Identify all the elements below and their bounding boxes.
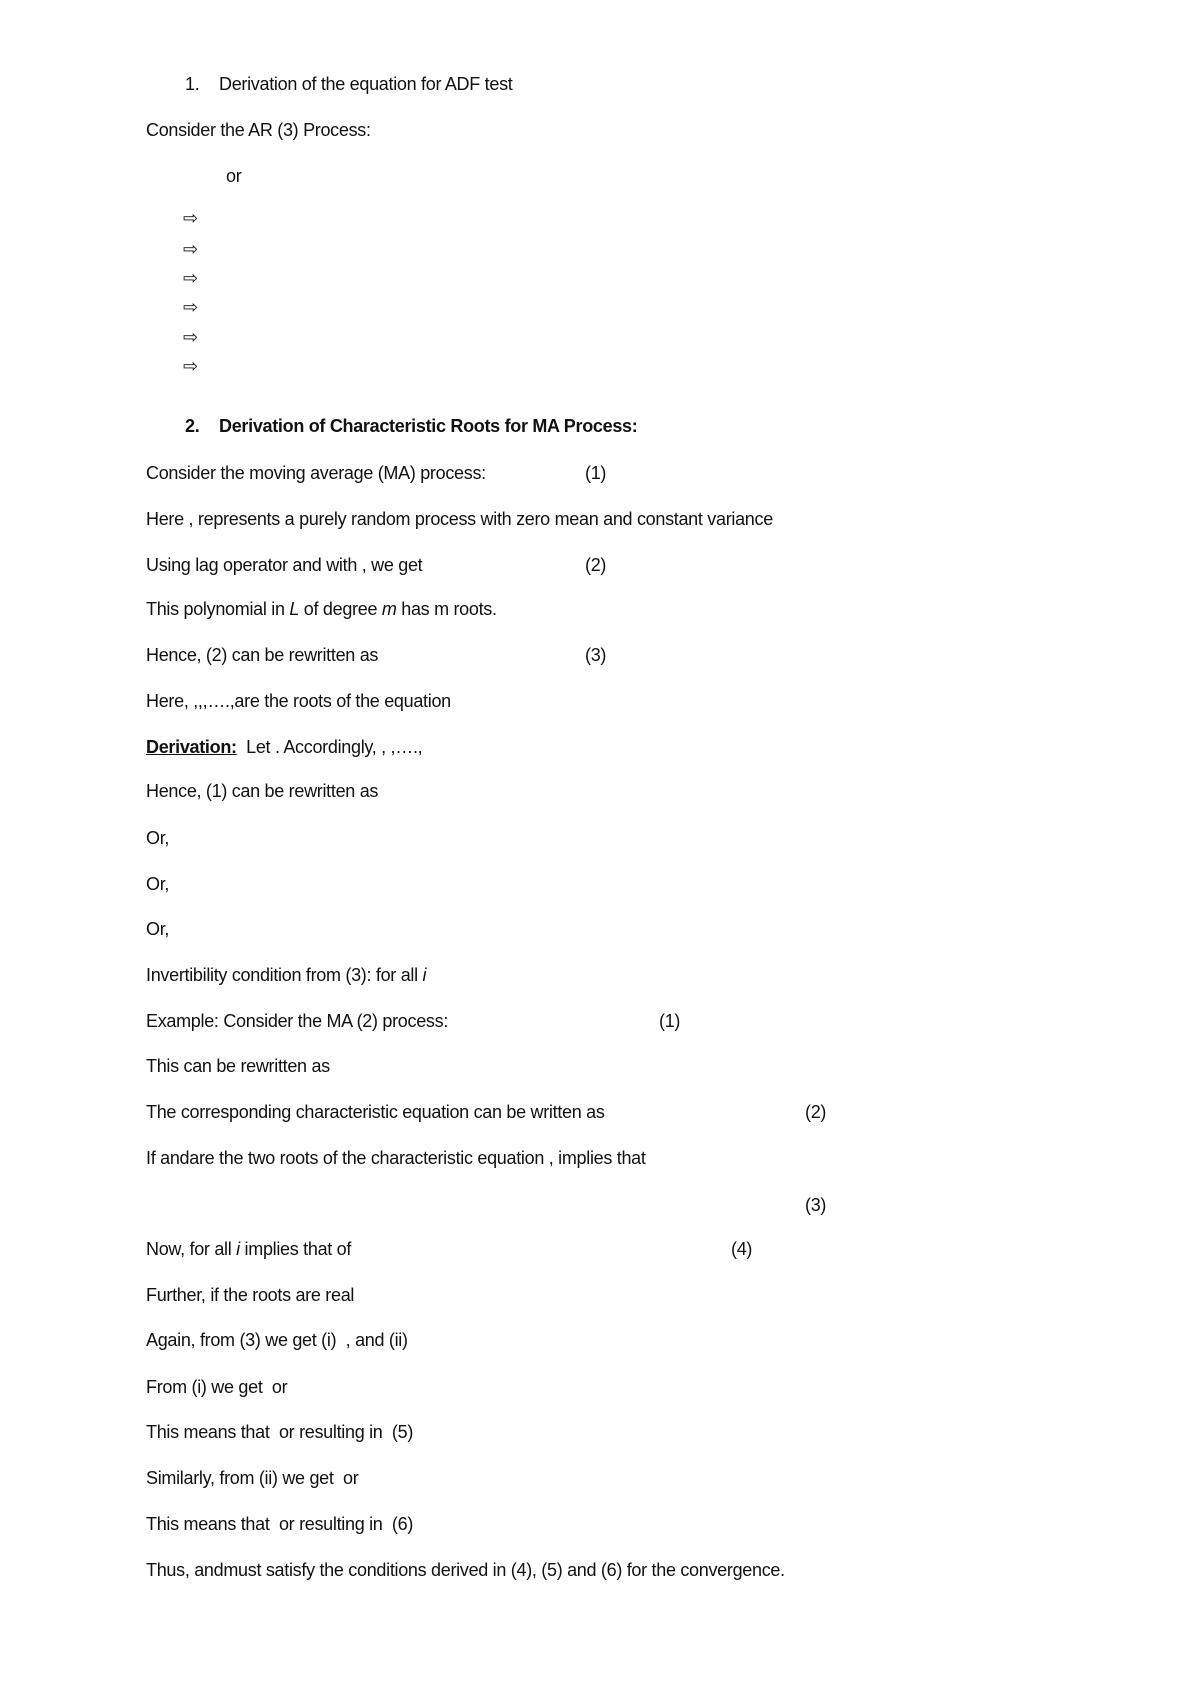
- text: This polynomial in: [146, 599, 290, 619]
- heading-1-number: 1.: [185, 74, 200, 94]
- variable-L: L: [289, 599, 300, 619]
- text-line: This means that or resulting in (5): [146, 1422, 414, 1442]
- equation-number: (3): [585, 645, 607, 665]
- text-line: [146, 963, 426, 987]
- text-line: Or,: [146, 874, 170, 894]
- text-line: Or,: [146, 828, 170, 848]
- text-line: The corresponding characteristic equation can be written as: [146, 1102, 605, 1122]
- text-line: Hence, (2) can be rewritten as: [146, 645, 379, 665]
- text-line: Again, from (3) we get (i) , and (ii): [146, 1330, 408, 1350]
- text-line: This means that or resulting in (6): [146, 1514, 414, 1534]
- implies-arrow-icon: ⇨: [183, 268, 198, 288]
- equation-number: (3): [805, 1195, 827, 1215]
- implies-arrow-icon: ⇨: [183, 208, 198, 228]
- text-line: [146, 1237, 351, 1261]
- text: of degree: [299, 599, 382, 619]
- text-line: Hence, (1) can be rewritten as: [146, 781, 379, 801]
- text-line: Example: Consider the MA (2) process:: [146, 1011, 449, 1031]
- implies-arrow-icon: ⇨: [183, 356, 198, 376]
- text: implies that of: [239, 1239, 352, 1259]
- heading-2-title: Derivation of Characteristic Roots for MA Process:: [219, 416, 638, 436]
- text-line: Similarly, from (ii) we get or: [146, 1468, 359, 1488]
- equation-number: (4): [731, 1239, 753, 1259]
- heading-1-title: Derivation of the equation for ADF test: [219, 74, 513, 94]
- text-line: From (i) we get or: [146, 1377, 288, 1397]
- heading-2: [185, 414, 638, 438]
- conclusion-line: Thus, andmust satisfy the conditions derived in (4), (5) and (6) for the convergence.: [146, 1560, 785, 1580]
- equation-number: (1): [659, 1011, 681, 1031]
- implies-arrow-icon: ⇨: [183, 297, 198, 317]
- or-text: or: [226, 166, 242, 186]
- variable-i: i: [422, 965, 427, 985]
- equation-number: (1): [585, 463, 607, 483]
- heading-2-number: 2.: [185, 416, 200, 436]
- text: Now, for all: [146, 1239, 237, 1259]
- text-line: Using lag operator and with , we get: [146, 555, 423, 575]
- equation-number: (2): [585, 555, 607, 575]
- text: Invertibility condition from (3): for all: [146, 965, 423, 985]
- heading-1: [185, 72, 513, 96]
- text: Let . Accordingly, , ,….,: [236, 737, 423, 757]
- ma-process-line: Consider the moving average (MA) process:: [146, 463, 486, 483]
- derivation-line: [146, 735, 422, 759]
- variable-m: m: [381, 599, 397, 619]
- equation-number: (2): [805, 1102, 827, 1122]
- implies-arrow-icon: ⇨: [183, 327, 198, 347]
- text-line: [146, 597, 497, 621]
- text-line: Further, if the roots are real: [146, 1285, 355, 1305]
- implies-arrow-icon: ⇨: [183, 239, 198, 259]
- text: has m roots.: [396, 599, 497, 619]
- ar3-intro: Consider the AR (3) Process:: [146, 120, 371, 140]
- text-line: This can be rewritten as: [146, 1056, 330, 1076]
- derivation-label: Derivation:: [146, 737, 237, 757]
- text-line: If andare the two roots of the characteristic equation , implies that: [146, 1148, 646, 1168]
- variable-i: i: [236, 1239, 240, 1259]
- text-line: Or,: [146, 919, 170, 939]
- text-line: Here , represents a purely random process with zero mean and constant variance: [146, 509, 773, 529]
- text-line: Here, ,,,….,are the roots of the equation: [146, 691, 451, 711]
